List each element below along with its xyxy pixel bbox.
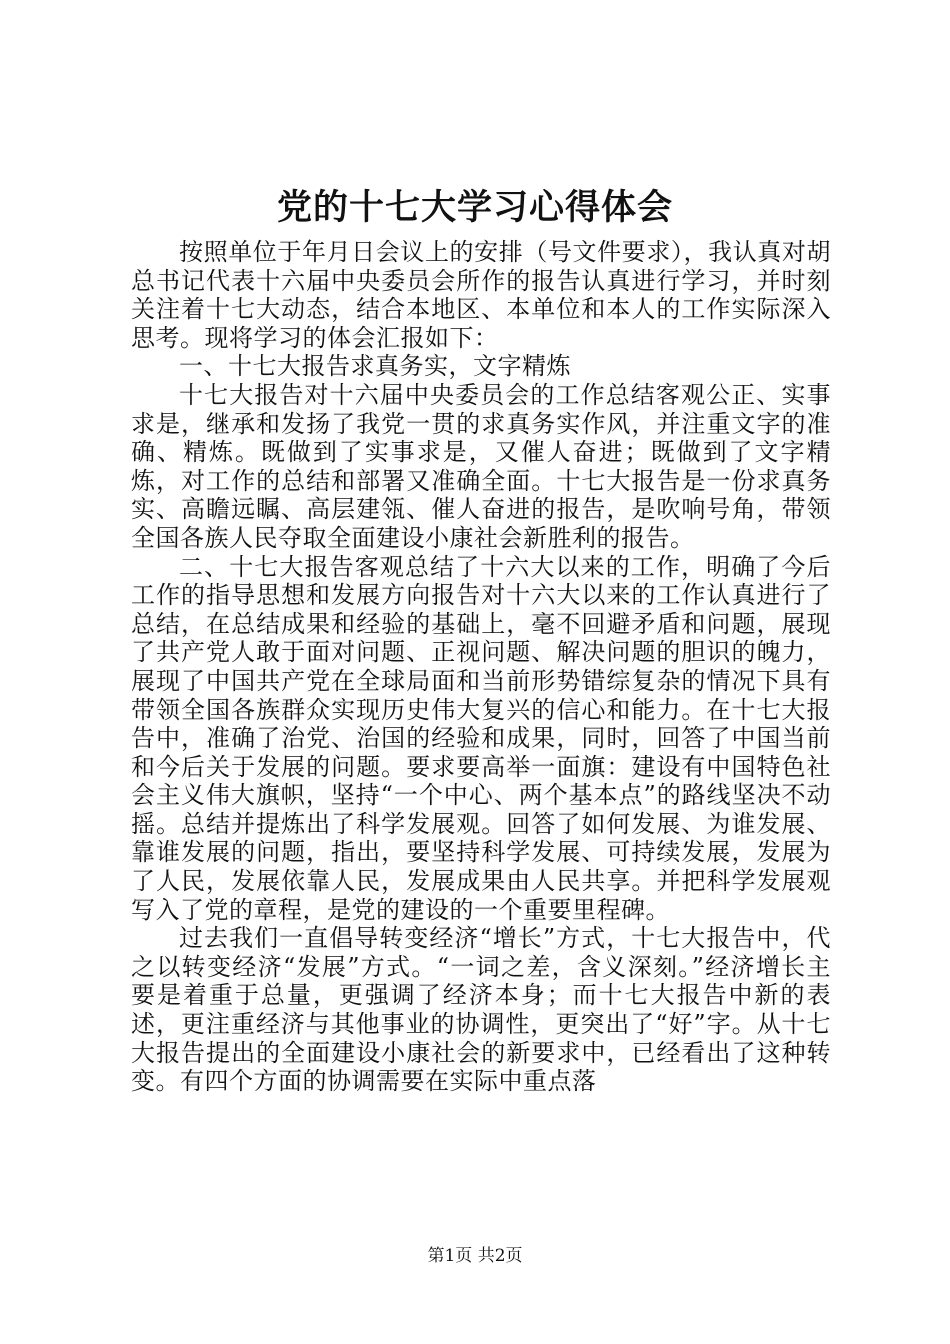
paragraph-growth-vs-development: 过去我们一直倡导转变经济“增长”方式，十七大报告中，代之以转变经济“发展”方式。“一词之差，含义深刻。”经济增长主要是着重于总量，更强调了经济本身；而十七大报告中新的表述，更注重经济与其他事业的协调性，更突出了“好”字。从十七大报告提出的全面建设小康社会的新要求中，已经看出了这种转变。有四个方面的协调需要在实际中重点落 — [131, 924, 831, 1096]
paragraph-intro: 按照单位于年月日会议上的安排（号文件要求），我认真对胡总书记代表十六届中央委员会所作的报告认真进行学习，并时刻关注着十七大动态，结合本地区、本单位和本人的工作实际深入思考。现将学习的体会汇报如下： — [131, 238, 831, 352]
document-body — [131, 238, 831, 1096]
paragraph-section-2: 二、十七大报告客观总结了十六大以来的工作，明确了今后工作的指导思想和发展方向报告对十六大以来的工作认真进行了总结，在总结成果和经验的基础上，毫不回避矛盾和问题，展现了共产党人敢于面对问题、正视问题、解决问题的胆识的魄力，展现了中国共产党在全球局面和当前形势错综复杂的情况下具有带领全国各族群众实现历史伟大复兴的信心和能力。在十七大报告中，准确了治党、治国的经验和成果，同时，回答了中国当前和今后关于发展的问题。要求要高举一面旗：建设有中国特色社会主义伟大旗帜，坚持“一个中心、两个基本点”的路线坚决不动摇。总结并提炼出了科学发展观。回答了如何发展、为谁发展、靠谁发展的问题，指出，要坚持科学发展、可持续发展，发展为了人民，发展依靠人民，发展成果由人民共享。并把科学发展观写入了党的章程，是党的建设的一个重要里程碑。 — [131, 552, 831, 924]
document-title: 党的十七大学习心得体会 — [276, 187, 673, 228]
paragraph-section-1: 十七大报告对十六届中央委员会的工作总结客观公正、实事求是，继承和发扬了我党一贯的求真务实作风，并注重文字的准确、精炼。既做到了实事求是，又催人奋进；既做到了文字精炼，对工作的总结和部署又准确全面。十七大报告是一份求真务实、高瞻远瞩、高层建瓴、催人奋进的报告，是吹响号角，带领全国各族人民夺取全面建设小康社会新胜利的报告。 — [131, 380, 831, 552]
page-footer: 第1页 共2页 — [427, 1246, 523, 1266]
section-heading-1: 一、十七大报告求真务实，文字精炼 — [179, 352, 571, 381]
